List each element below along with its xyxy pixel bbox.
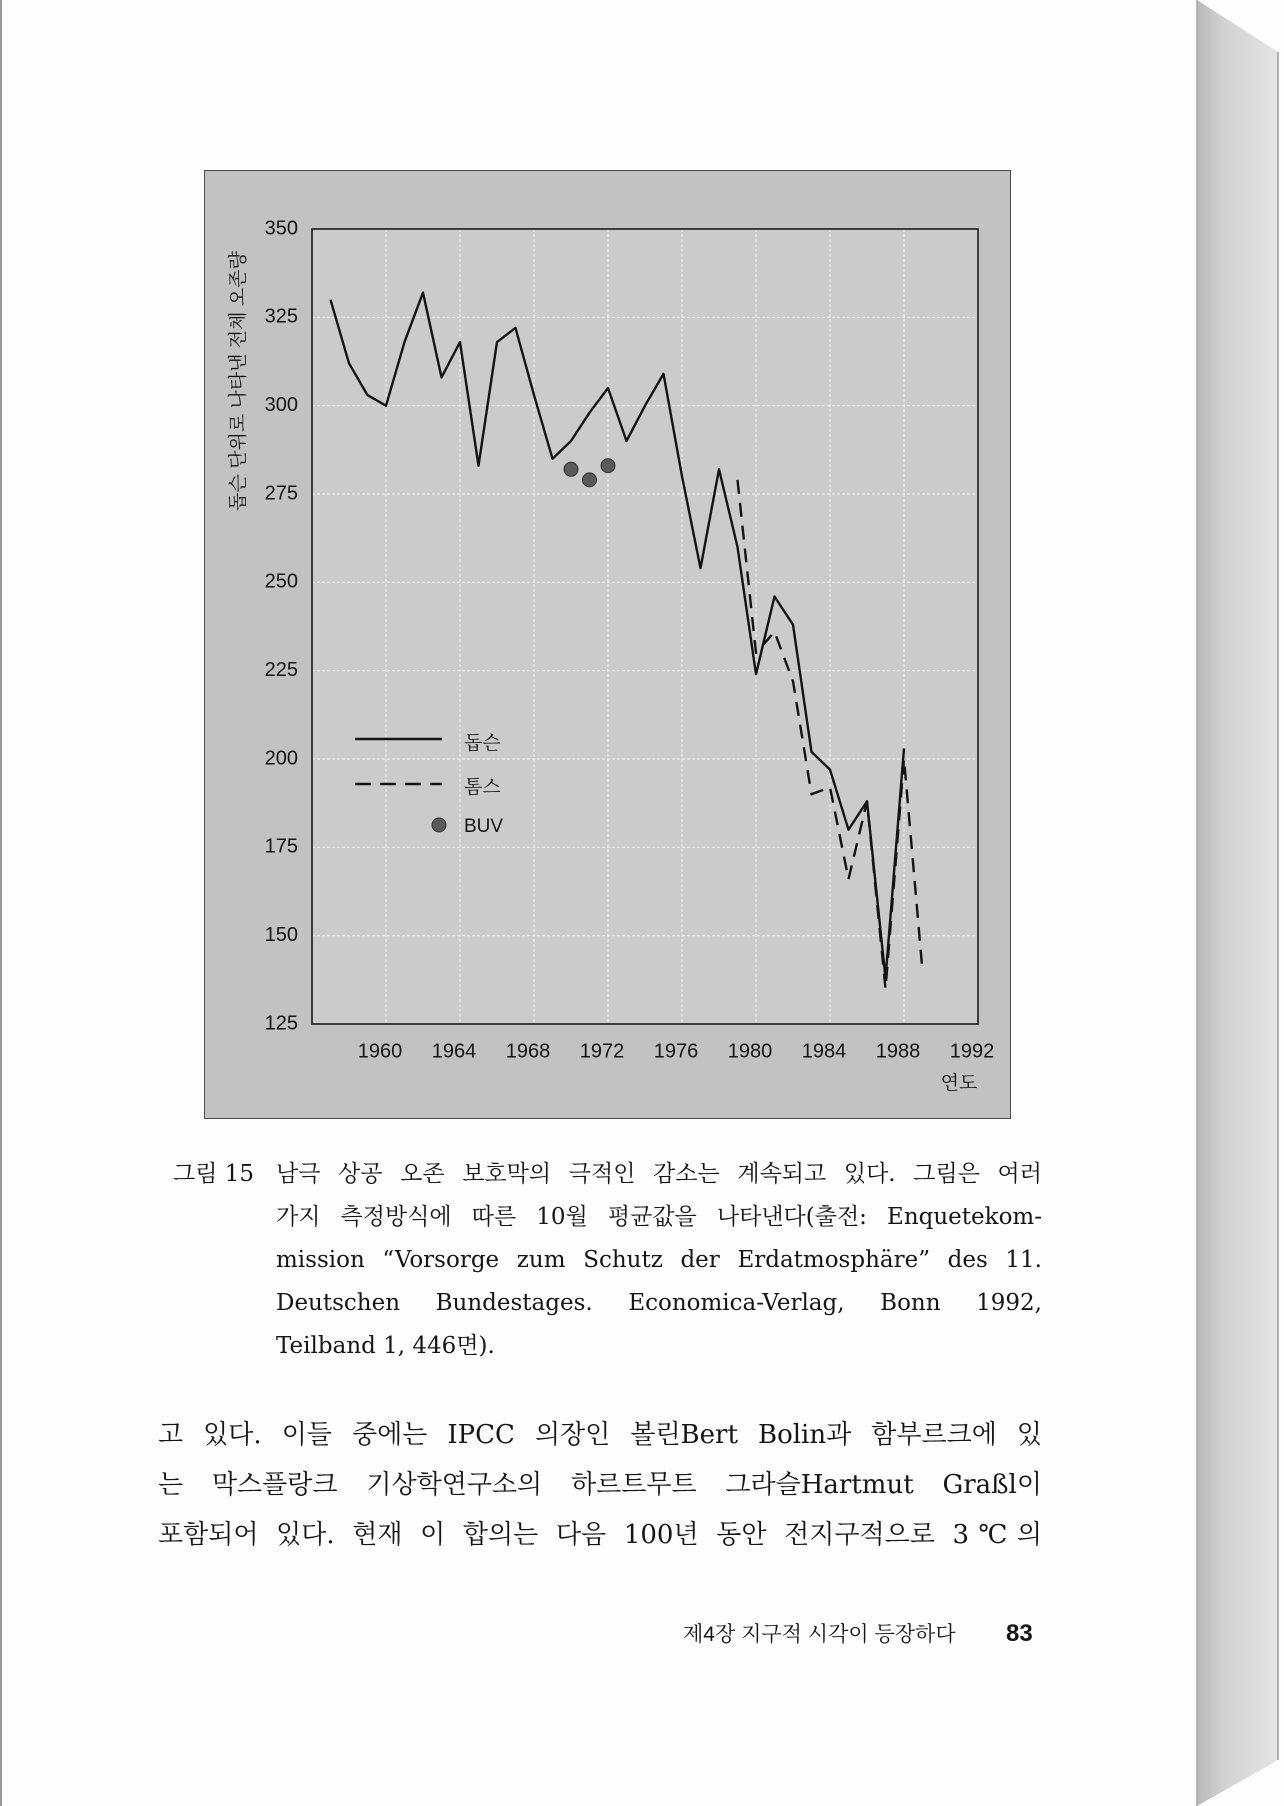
caption-line: 남극 상공 오존 보호막의 극적인 감소는 계속되고 있다. 그림은 여러 xyxy=(276,1161,1042,1187)
x-tick-label: 1968 xyxy=(505,1040,551,1063)
y-tick-label: 150 xyxy=(264,923,298,946)
x-tick-label: 1964 xyxy=(431,1040,477,1063)
running-footer-chapter: 제4장 지구적 시각이 등장하다 xyxy=(683,1623,956,1646)
body-line: 고 있다. 이들 중에는 IPCC 의장인 볼린Bert Bolin과 함부르크에 있 xyxy=(158,1420,1042,1450)
legend-label-toms: 톰스 xyxy=(464,777,501,799)
x-tick-label: 1992 xyxy=(949,1040,995,1063)
legend-label-dobson: 돕슨 xyxy=(464,733,501,755)
y-tick-label: 175 xyxy=(264,835,298,858)
x-axis-label: 연도 xyxy=(940,1073,978,1095)
legend-swatch-dot xyxy=(432,818,446,832)
y-tick-label: 125 xyxy=(264,1012,298,1035)
y-tick-label: 250 xyxy=(264,570,298,593)
y-tick-label: 350 xyxy=(264,217,298,240)
body-paragraph xyxy=(158,1410,1042,1560)
caption-line: Teilband 1, 446면). xyxy=(276,1333,495,1359)
figure-number: 그림 15 xyxy=(173,1161,255,1187)
body-line: 는 막스플랑크 기상학연구소의 하르트무트 그라슬Hartmut Graßl이 xyxy=(158,1470,1042,1500)
book-edge-side xyxy=(1197,0,1278,1806)
x-tick-label: 1984 xyxy=(801,1040,847,1063)
caption-line: Deutschen Bundestages. Economica-Verlag, Bonn 1992, xyxy=(276,1290,1042,1316)
caption-line: mission “Vorsorge zum Schutz der Erdatmosphäre” des 11. xyxy=(276,1247,1042,1273)
ozone-chart xyxy=(204,170,1011,1119)
chart-canvas xyxy=(205,171,1010,1118)
x-tick-label: 1980 xyxy=(727,1040,773,1063)
x-tick-label: 1988 xyxy=(875,1040,921,1063)
page-left-edge xyxy=(0,0,2,1806)
page-number: 83 xyxy=(1006,1620,1033,1647)
x-tick-label: 1972 xyxy=(579,1040,625,1063)
y-axis-label: 돕슨 단위로 나타낸 전체 오존량 xyxy=(228,251,250,511)
caption-line: 가지 측정방식에 따른 10월 평균값을 나타낸다(출전: Enquetekom- xyxy=(276,1204,1042,1230)
y-tick-label: 225 xyxy=(264,658,298,681)
buv-data-point xyxy=(601,459,615,473)
buv-data-point xyxy=(583,473,597,487)
figure-caption xyxy=(276,1153,1042,1368)
y-tick-label: 300 xyxy=(264,393,298,416)
x-tick-label: 1960 xyxy=(357,1040,403,1063)
body-line: 포함되어 있다. 현재 이 합의는 다음 100년 동안 전지구적으로 3℃의 xyxy=(158,1520,1042,1550)
y-tick-label: 275 xyxy=(264,482,298,505)
x-tick-label: 1976 xyxy=(653,1040,699,1063)
y-tick-label: 200 xyxy=(264,747,298,770)
y-tick-label: 325 xyxy=(264,305,298,328)
legend-label-buv: BUV xyxy=(464,816,504,838)
buv-data-point xyxy=(564,462,578,476)
